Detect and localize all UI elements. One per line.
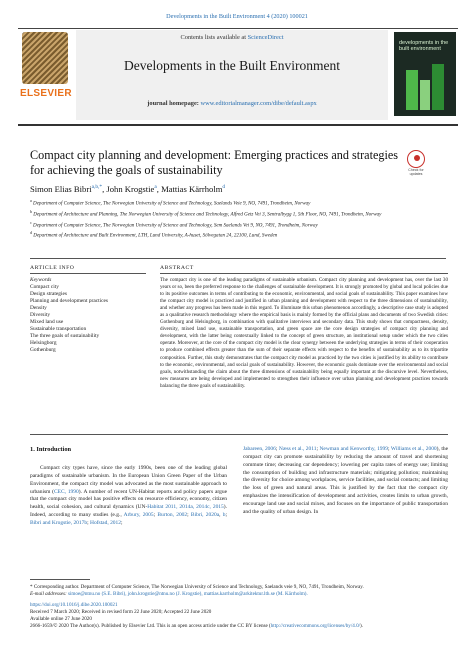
citation-link[interactable]: Hofstad, 2012 (90, 519, 122, 526)
author-name[interactable]: Mattias Kärrholm (161, 184, 223, 194)
author-name[interactable]: Simon Elias Bibri (30, 184, 92, 194)
keyword-item: Gothenburg (30, 347, 56, 354)
keyword-item: Density (30, 305, 47, 312)
citation-link[interactable]: Bibri, 2020a (190, 512, 220, 519)
contents-line (76, 34, 388, 41)
citation-link[interactable]: Habitat 2011, 2014a, 2014c, 2015 (147, 504, 224, 511)
cover-buildings-icon (402, 62, 448, 110)
keyword-item: Compact city (30, 284, 59, 291)
body-text: ; (121, 519, 123, 526)
author-affiliation-marker[interactable]: a (154, 184, 157, 191)
email-label: E-mail addresses: (30, 590, 67, 597)
body-text: ; (225, 512, 228, 519)
article-info-heading: ARTICLE INFO (30, 265, 75, 271)
citation-link[interactable]: b (222, 512, 226, 519)
affiliation-item: $^b$ Department of Architecture and Planning, The Norwegian University of Science and Technology, Alfred Getz Vei 3, Sentralbygg 1, 5th Floor, NO, 7491, Trondheim, Norway (30, 208, 382, 218)
article-title: Compact city planning and development: Emerging practices and strategies for achieving the goals of sustainability (30, 148, 398, 177)
license-link[interactable]: http://creativecommons.org/licenses/by/4.0/ (270, 622, 361, 629)
keyword-item: Helsingborg (30, 340, 57, 347)
footnotes (30, 584, 448, 629)
received-dates: Received 7 March 2020; Received in revised form 22 June 2020; Accepted 22 June 2020 (30, 608, 212, 615)
section-heading-introduction: 1. Introduction (30, 446, 72, 453)
citation-link[interactable]: Burton, 2002 (157, 512, 188, 519)
keyword-item: Diversity (30, 312, 51, 319)
body-text: ; (153, 512, 158, 519)
keyword-item: Sustainable transportation (30, 326, 87, 333)
abstract-body: The compact city is one of the leading paradigms of sustainable urbanism. Compact city planning and development has, over the last 30 years or so, been the preferred response to the challenges of sustainable development. It is strongly promoted by global and local policies due to its positive outcomes in terms of contributing to the economic, environmental, and social goals of sustainability. This paper examines how the compact city model is practiced and justified in urban planning and development with respect to the three dimensions of sustainability, and whether any progress has been made in this regard. To illuminate this urban phenomenon accordingly, a descriptive case study is adopted as a qualitative research methodology where the empirical basis is mainly formed by the official plans and documents of two Swedish cities: Gothenburg and Helsingborg, in combination with qualitative interviews and secondary data. This study shows that compactness, density, diversity, mixed land use, sustainable transportation, and green space are the core design strategies of compact city planning and development, with the latter being contextually linked to the concept of green structure, an institutional setup under which the two cities operate. Moreover, at the core of the compact city model is the clear synergy between the underlying strategies in terms of their cooperation to produce combined effects greater than the sum of their separate effects with respect to the benefits of sustainability as to its tripartite composition. Further, this study demonstrates that the compact city model as practiced by the two cities is justified by its ability to contribute to the economic, environmental, and social goals of sustainability. However, the economic goals dominate over the environmental and social goals, notwithstanding the claim about the three dimensions of sustainability being equally important at the discursive level. Nevertheless, new measures are being developed and implemented to strengthen their influence over urban planning and development practices towards balancing the three goals of sustainability. (160, 277, 448, 389)
body-text: ). A number of recent UN-Habitat reports and policy papers argue that the compact city model has positive effects on resource efficiency, economy, citizen health, social cohesion, and cultural dynamics (UN- (30, 488, 227, 511)
divider (30, 434, 448, 435)
header-bottom-rule (18, 124, 458, 126)
divider (30, 273, 146, 274)
check-updates-icon (407, 150, 425, 168)
affiliation-item: $^a$ Department of Computer Science, The Norwegian University of Science and Technology, Saelands Veie 9, NO, 7491, Trondheim, Norway (30, 198, 311, 207)
doi-link[interactable]: https://doi.org/10.1016/j.dibe.2020.100021 (30, 601, 118, 608)
homepage-label: journal homepage: (147, 100, 199, 107)
author-name[interactable]: John Krogstie (106, 184, 155, 194)
email-links[interactable]: simoe@ntnu.no (S.E. Bibri), john.krogstie@ntnu.no (J. Krogstie), mattias.karrholm@arkitektur.lth.se (M. Kärrholm). (68, 590, 308, 597)
journal-header (18, 28, 458, 124)
email-line (30, 591, 448, 598)
citation-link[interactable]: Arbury, 2005 (123, 512, 154, 519)
citation-link[interactable]: Newman and Kenworthy, 1999 (319, 446, 389, 452)
author-affiliation-marker[interactable]: a,b,* (91, 184, 103, 191)
elsevier-tree-icon (22, 32, 68, 84)
body-text: Compact city types have, since the early 1990s, been one of the leading global paradigms of sustainable urbanism. In the European Union Green Paper of the Urban Environment, the compact city model was advocated as the most sustainable approach to urbanism ( (30, 465, 227, 495)
journal-title: Developments in the Built Environment (124, 58, 340, 73)
affiliation-list (30, 197, 444, 240)
intro-paragraph-left (30, 465, 227, 528)
affiliation-item: $^d$ Department of Architecture and Built Environment, LTH, Lund University, A-huset, Sölvegatan 24, 22100, Lund, Sweden (30, 230, 278, 239)
journal-cover-image[interactable] (394, 32, 456, 116)
online-date: Available online 27 June 2020 (30, 615, 92, 622)
body-text: , (219, 512, 223, 519)
header-band (76, 30, 388, 120)
divider (160, 273, 448, 274)
body-text: ; (187, 512, 191, 519)
homepage-link[interactable]: www.editorialmanager.com/dibe/default.aspx (200, 100, 317, 107)
corresponding-author-note: * Corresponding author. Department of Computer Science, The Norwegian University of Science and Technology, Saelands veie 9, NO, 7491, Trondheim, Norway. (30, 584, 364, 590)
author-affiliation-marker[interactable]: d (222, 184, 226, 191)
body-text: ), the compact city can promote sustainability by reducing the amount of travel and shortening commute time; decreasing car dependency; lowering per capita rates of energy use; limiting the consumption of building and infrastructure materials; mitigating pollution; maintaining the diversity for choice among workplaces, service facilities, and social contacts; and limiting the loss of green and natural areas. This is justified by the fact that the compact city emphasizes the intensification of development and activities, creates limits to urban growth, encourage land use and social mixes, and focuses on the importance of public transportation and the quality of urban design. In (243, 446, 449, 515)
keyword-item: The three goals of sustainability (30, 333, 100, 340)
citation-link[interactable]: Williams et al., 2000 (390, 446, 437, 452)
check-updates-label: Check for updates (408, 168, 424, 176)
body-text: ; (388, 446, 391, 452)
citation-link[interactable]: Jabareen, 2006 (243, 446, 276, 452)
keywords-label: Keywords (30, 277, 52, 283)
check-for-updates-button[interactable] (405, 150, 427, 176)
homepage-line (76, 100, 388, 107)
divider (30, 258, 446, 259)
author-list: Simon Elias Bibri$^{a,b,*}$, John Krogstie$^a$, Mattias Kärrholm$^d$ (30, 184, 226, 194)
body-text: ). Indeed, according to many studies (e.g., (30, 504, 227, 519)
affiliation-item: $^c$ Department of Computer Science, The Norwegian University of Science and Technology, Sem Saelands Vei 9, NO, 7491, Trondheim, Norway (30, 219, 318, 229)
body-text: ; (87, 519, 91, 526)
elsevier-wordmark: ELSEVIER (20, 88, 72, 99)
keyword-item: Mixed land use (30, 319, 64, 326)
cover-title: developments in the built environment (399, 40, 449, 52)
journal-reference[interactable]: Developments in the Built Environment 4 (2020) 100021 (166, 13, 308, 20)
body-text: ; (316, 446, 320, 452)
body-text: ; (275, 446, 279, 452)
elsevier-logo[interactable] (20, 32, 70, 112)
intro-paragraph-right (243, 446, 448, 517)
footnote-divider (30, 579, 90, 580)
keyword-item: Design strategies (30, 291, 67, 298)
license-line: 2666-1659/© 2020 The Author(s). Published by Elsevier Ltd. This is an open access article under the CC BY license (http://creativecommons.org/licenses/by/4.0/). (30, 622, 364, 629)
abstract-heading: ABSTRACT (160, 265, 194, 271)
citation-link[interactable]: Næss et al., 2011 (278, 446, 317, 452)
header-top-rule (18, 28, 458, 29)
keyword-item: Planning and development practices (30, 298, 108, 305)
citation-link[interactable]: Bibri and Krogstie, 2017b (30, 519, 88, 526)
keywords-list (30, 277, 148, 355)
contents-prefix: Contents lists available at (180, 34, 247, 41)
sciencedirect-link[interactable]: ScienceDirect (247, 34, 284, 41)
citation-link[interactable]: CEC, 1990 (54, 488, 79, 495)
